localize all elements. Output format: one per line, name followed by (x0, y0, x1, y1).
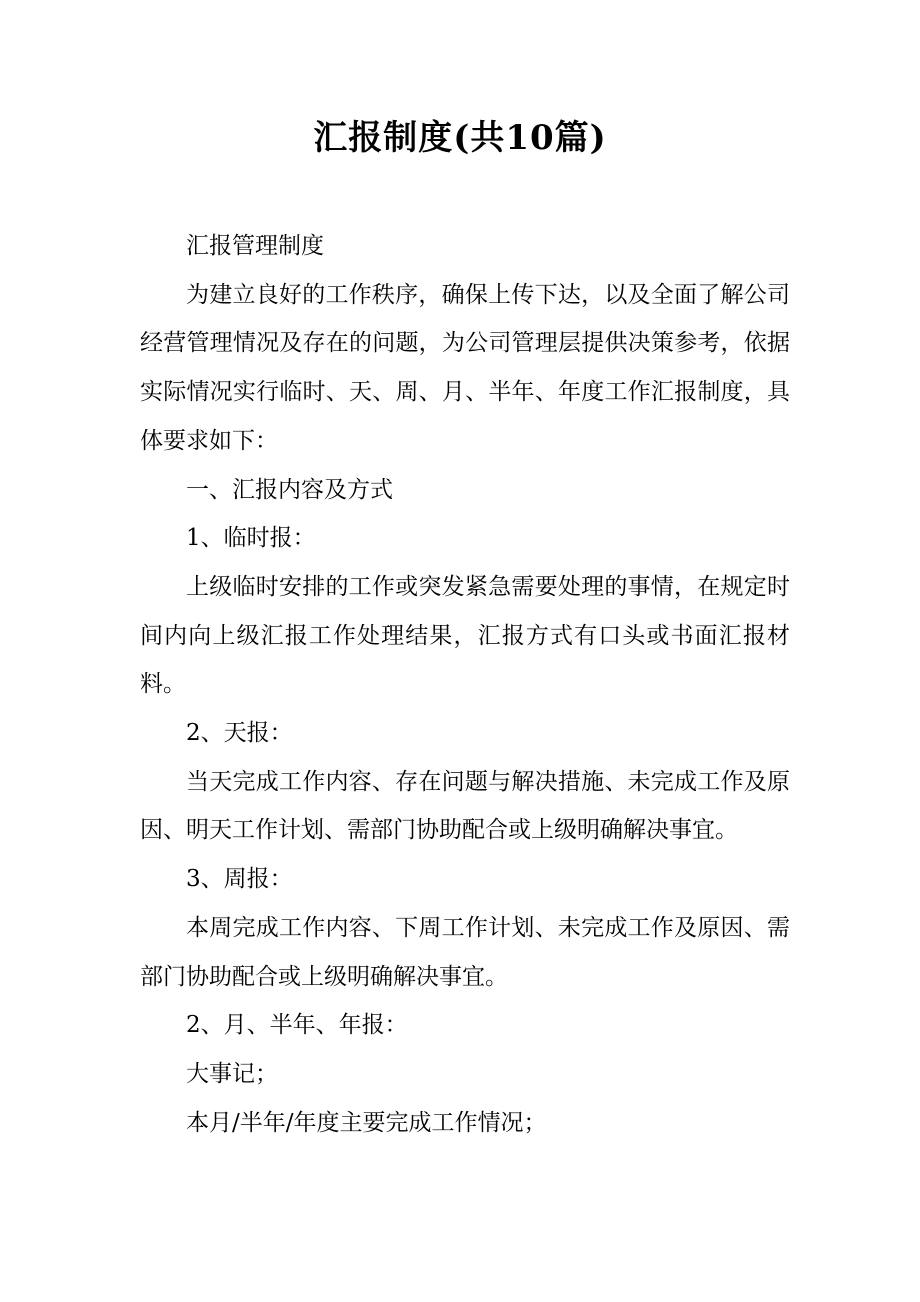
paragraph: 本月/半年/年度主要完成工作情况； (186, 1109, 547, 1136)
section-heading: 一、汇报内容及方式 (186, 476, 393, 503)
item-heading: 2、天报： (186, 720, 293, 747)
document-title: 汇报制度(共10篇) (313, 118, 607, 158)
paragraph: 当天完成工作内容、存在问题与解决措施、未完成工作及原因、明天工作计划、需部门协助配合或上级明确解决事宜。 (140, 768, 790, 844)
paragraph: 大事记； (186, 1060, 278, 1087)
paragraph: 上级临时安排的工作或突发紧急需要处理的事情，在规定时间内向上级汇报工作处理结果，汇报方式有口头或书面汇报材料。 (140, 573, 790, 698)
item-heading: 1、临时报： (186, 525, 316, 552)
section-heading: 汇报管理制度 (186, 233, 324, 259)
item-heading: 3、周报： (186, 866, 293, 893)
intro-paragraph: 为建立良好的工作秩序，确保上传下达，以及全面了解公司经营管理情况及存在的问题，为公司管理层提供决策参考，依据实际情况实行临时、天、周、月、半年、年度工作汇报制度，具体要求如下： (140, 281, 790, 454)
paragraph: 本周完成工作内容、下周工作计划、未完成工作及原因、需部门协助配合或上级明确解决事宜。 (140, 914, 790, 990)
document-body (140, 222, 790, 1147)
item-heading: 2、月、半年、年报： (186, 1012, 408, 1039)
